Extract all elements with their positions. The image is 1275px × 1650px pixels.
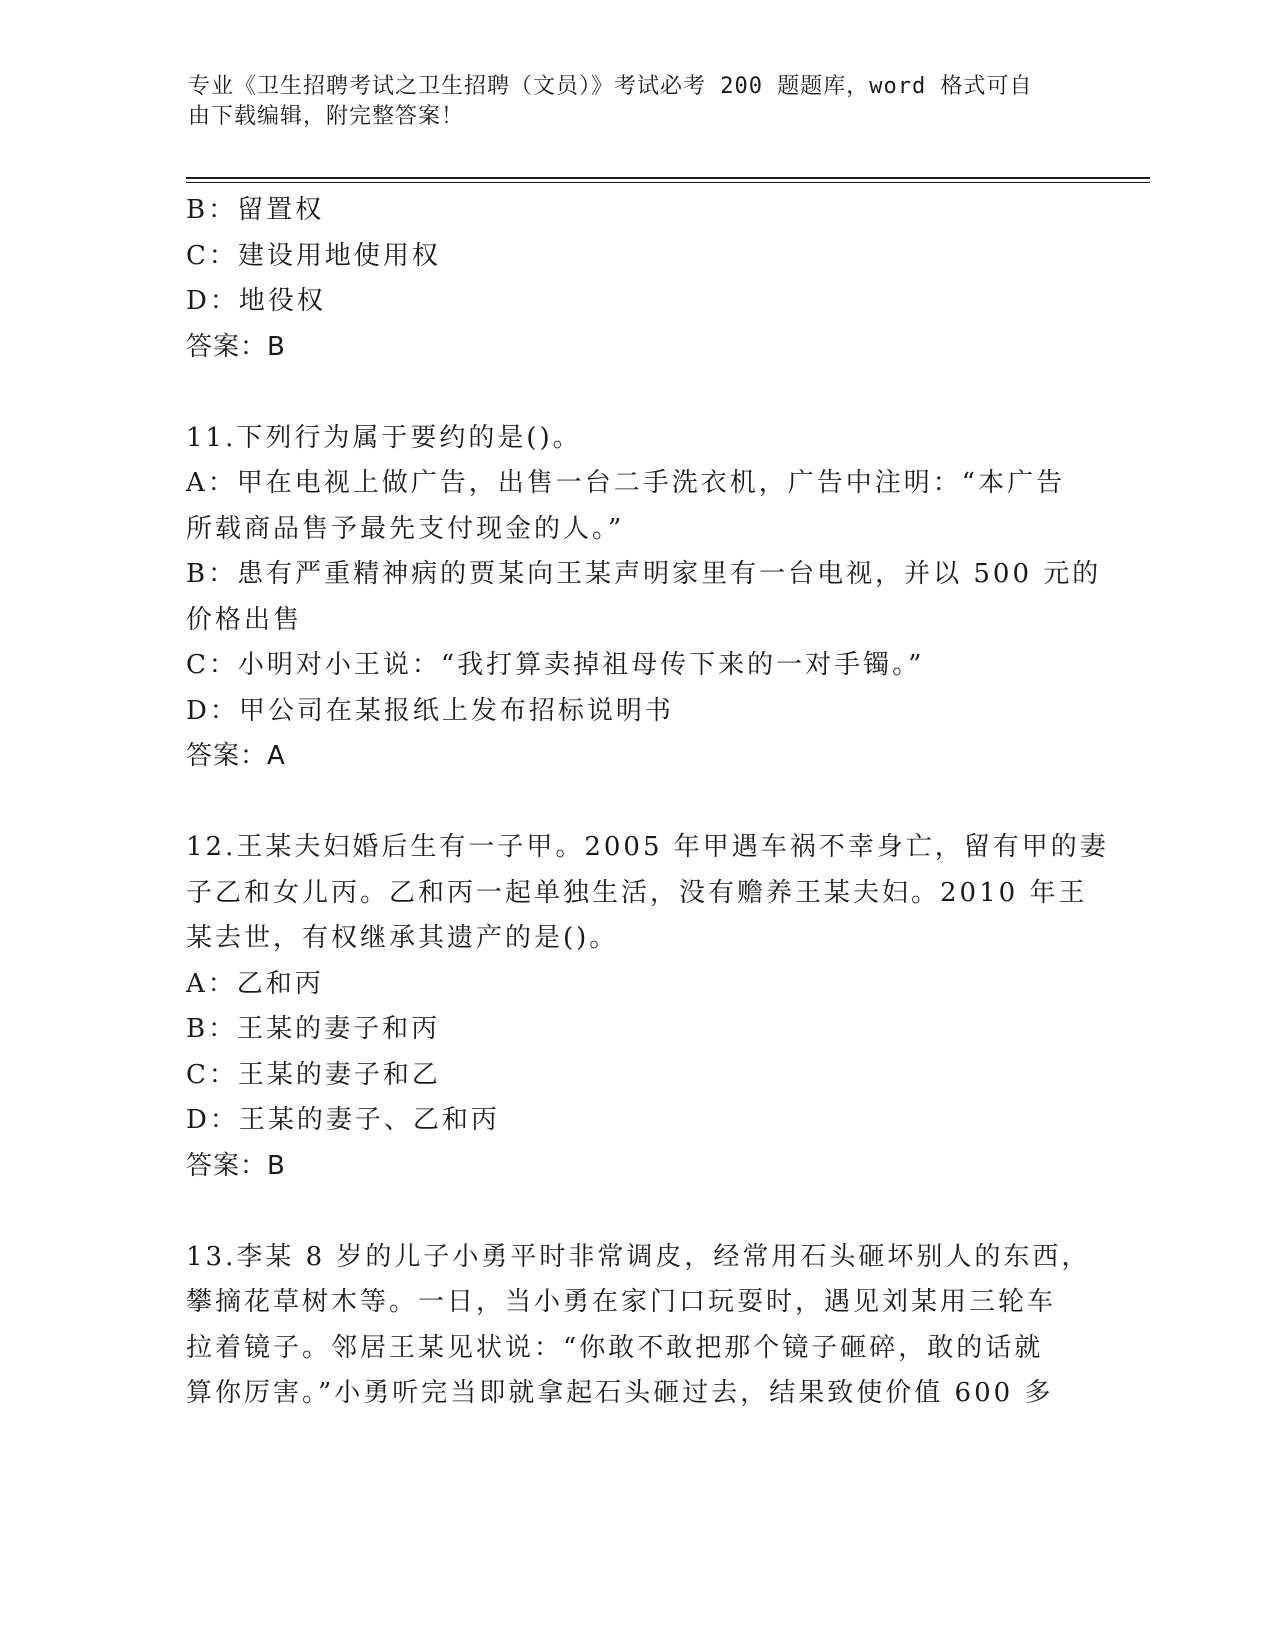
option-a: A：乙和丙 (186, 968, 324, 999)
question-stem: 11.下列行为属于要约的是()。 (186, 422, 582, 453)
question-content (186, 188, 1109, 1417)
question-block-10 (186, 188, 1086, 370)
question-block-11 (186, 416, 1102, 780)
answer-line: 答案：B (186, 1150, 286, 1181)
option-b: B：王某的妻子和丙 (186, 1014, 441, 1044)
option-d: D：王某的妻子、乙和丙 (186, 1105, 500, 1135)
option-b: B：患有严重精神病的贾某向王某声明家里有一台电视，并以 500 元的 (186, 559, 1102, 589)
block-spacer (186, 780, 1086, 826)
question-stem-continued: 算你厉害。”小勇听完当即就拿起石头砸过去，结果致使价值 600 多 (186, 1378, 1054, 1408)
option-c: C：王某的妻子和乙 (186, 1059, 441, 1090)
question-stem-continued: 子乙和女儿丙。乙和丙一起单独生活，没有赡养王某夫妇。2010 年王 (186, 877, 1088, 908)
question-stem-continued: 拉着镜子。邻居王某见状说：“你敢不敢把那个镜子砸碎，敢的话就 (186, 1332, 1044, 1363)
header-rule-thin (186, 182, 1150, 183)
question-stem-continued: 攀摘花草树木等。一日，当小勇在家门口玩耍时，遇见刘某用三轮车 (186, 1287, 1057, 1317)
question-stem: 13.李某 8 岁的儿子小勇平时非常调皮，经常用石头砸坏别人的东西， (186, 1241, 1091, 1272)
option-c: C：小明对小王说：“我打算卖掉祖母传下来的一对手镯。” (186, 650, 925, 680)
page-header (188, 72, 1068, 132)
option-d: D：地役权 (186, 286, 326, 316)
question-block-12 (186, 825, 1109, 1189)
option-a-continued: 所载商品售予最先支付现金的人。” (186, 513, 625, 544)
answer-line: 答案：A (186, 741, 286, 771)
option-b-continued: 价格出售 (186, 604, 303, 635)
block-spacer (186, 1189, 1086, 1235)
option-c: C：建设用地使用权 (186, 240, 441, 271)
header-line-1: 专业《卫生招聘考试之卫生招聘（文员）》考试必考 200 题题库，word 格式可自 (188, 74, 1033, 99)
question-stem-continued: 某去世，有权继承其遗产的是()。 (186, 923, 619, 953)
option-d: D：甲公司在某报纸上发布招标说明书 (186, 695, 674, 726)
header-rule-thick (186, 177, 1150, 179)
question-block-13 (186, 1235, 1091, 1417)
option-b: B：留置权 (186, 195, 325, 225)
block-spacer (186, 370, 1086, 416)
question-stem: 12.王某夫妇婚后生有一子甲。2005 年甲遇车祸不幸身亡，留有甲的妻 (186, 832, 1109, 862)
option-a: A：甲在电视上做广告，出售一台二手洗衣机，广告中注明：“本广告 (186, 468, 1066, 498)
answer-line: 答案：B (186, 331, 286, 362)
header-line-2: 由下载编辑，附完整答案！ (188, 104, 465, 129)
